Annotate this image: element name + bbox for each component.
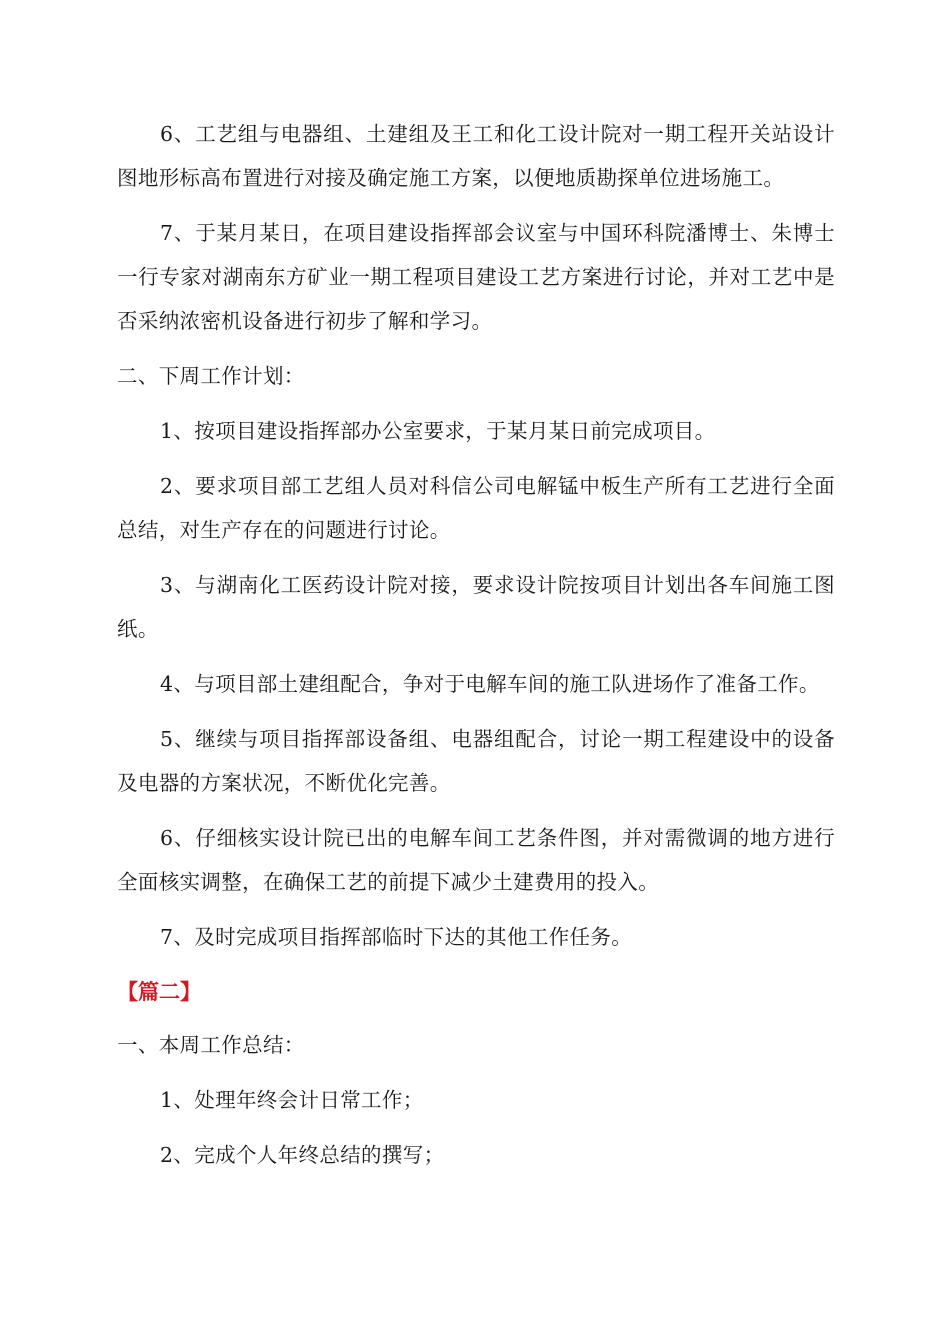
document-page (117, 112, 835, 1188)
summary-item-1: 1、处理年终会计日常工作； (160, 1088, 424, 1112)
plan-item-4: 4、与项目部土建组配合，争对于电解车间的施工队进场作了准备工作。 (160, 672, 820, 696)
summary-item-2: 2、完成个人年终总结的撰写； (160, 1143, 445, 1167)
plan-item-3: 3、与湖南化工医药设计院对接，要求设计院按项目计划出各车间施工图纸。 (117, 573, 835, 641)
plan-item-1: 1、按项目建设指挥部办公室要求，于某月某日前完成项目。 (160, 419, 716, 443)
section-title-part-two: 【篇二】 (117, 980, 201, 1004)
next-week-plan-heading: 二、下周工作计划： (117, 364, 305, 388)
plan-item-6: 6、仔细核实设计院已出的电解车间工艺条件图，并对需微调的地方进行全面核实调整，在确保工艺的前提下减少土建费用的投入。 (117, 826, 835, 894)
plan-item-5: 5、继续与项目指挥部设备组、电器组配合，讨论一期工程建设中的设备及电器的方案状况，不断优化完善。 (117, 727, 835, 795)
weekly-summary-heading: 一、本周工作总结： (117, 1033, 305, 1057)
plan-item-2: 2、要求项目部工艺组人员对科信公司电解锰中板生产所有工艺进行全面总结，对生产存在的问题进行讨论。 (117, 474, 835, 542)
work-item-6: 6、工艺组与电器组、土建组及王工和化工设计院对一期工程开关站设计图地形标高布置进行对接及确定施工方案，以便地质勘探单位进场施工。 (117, 122, 835, 190)
plan-item-7: 7、及时完成项目指挥部临时下达的其他工作任务。 (160, 925, 633, 949)
work-item-7: 7、于某月某日，在项目建设指挥部会议室与中国环科院潘博士、朱博士一行专家对湖南东方矿业一期工程项目建设工艺方案进行讨论，并对工艺中是否采纳浓密机设备进行初步了解和学习。 (117, 221, 835, 333)
